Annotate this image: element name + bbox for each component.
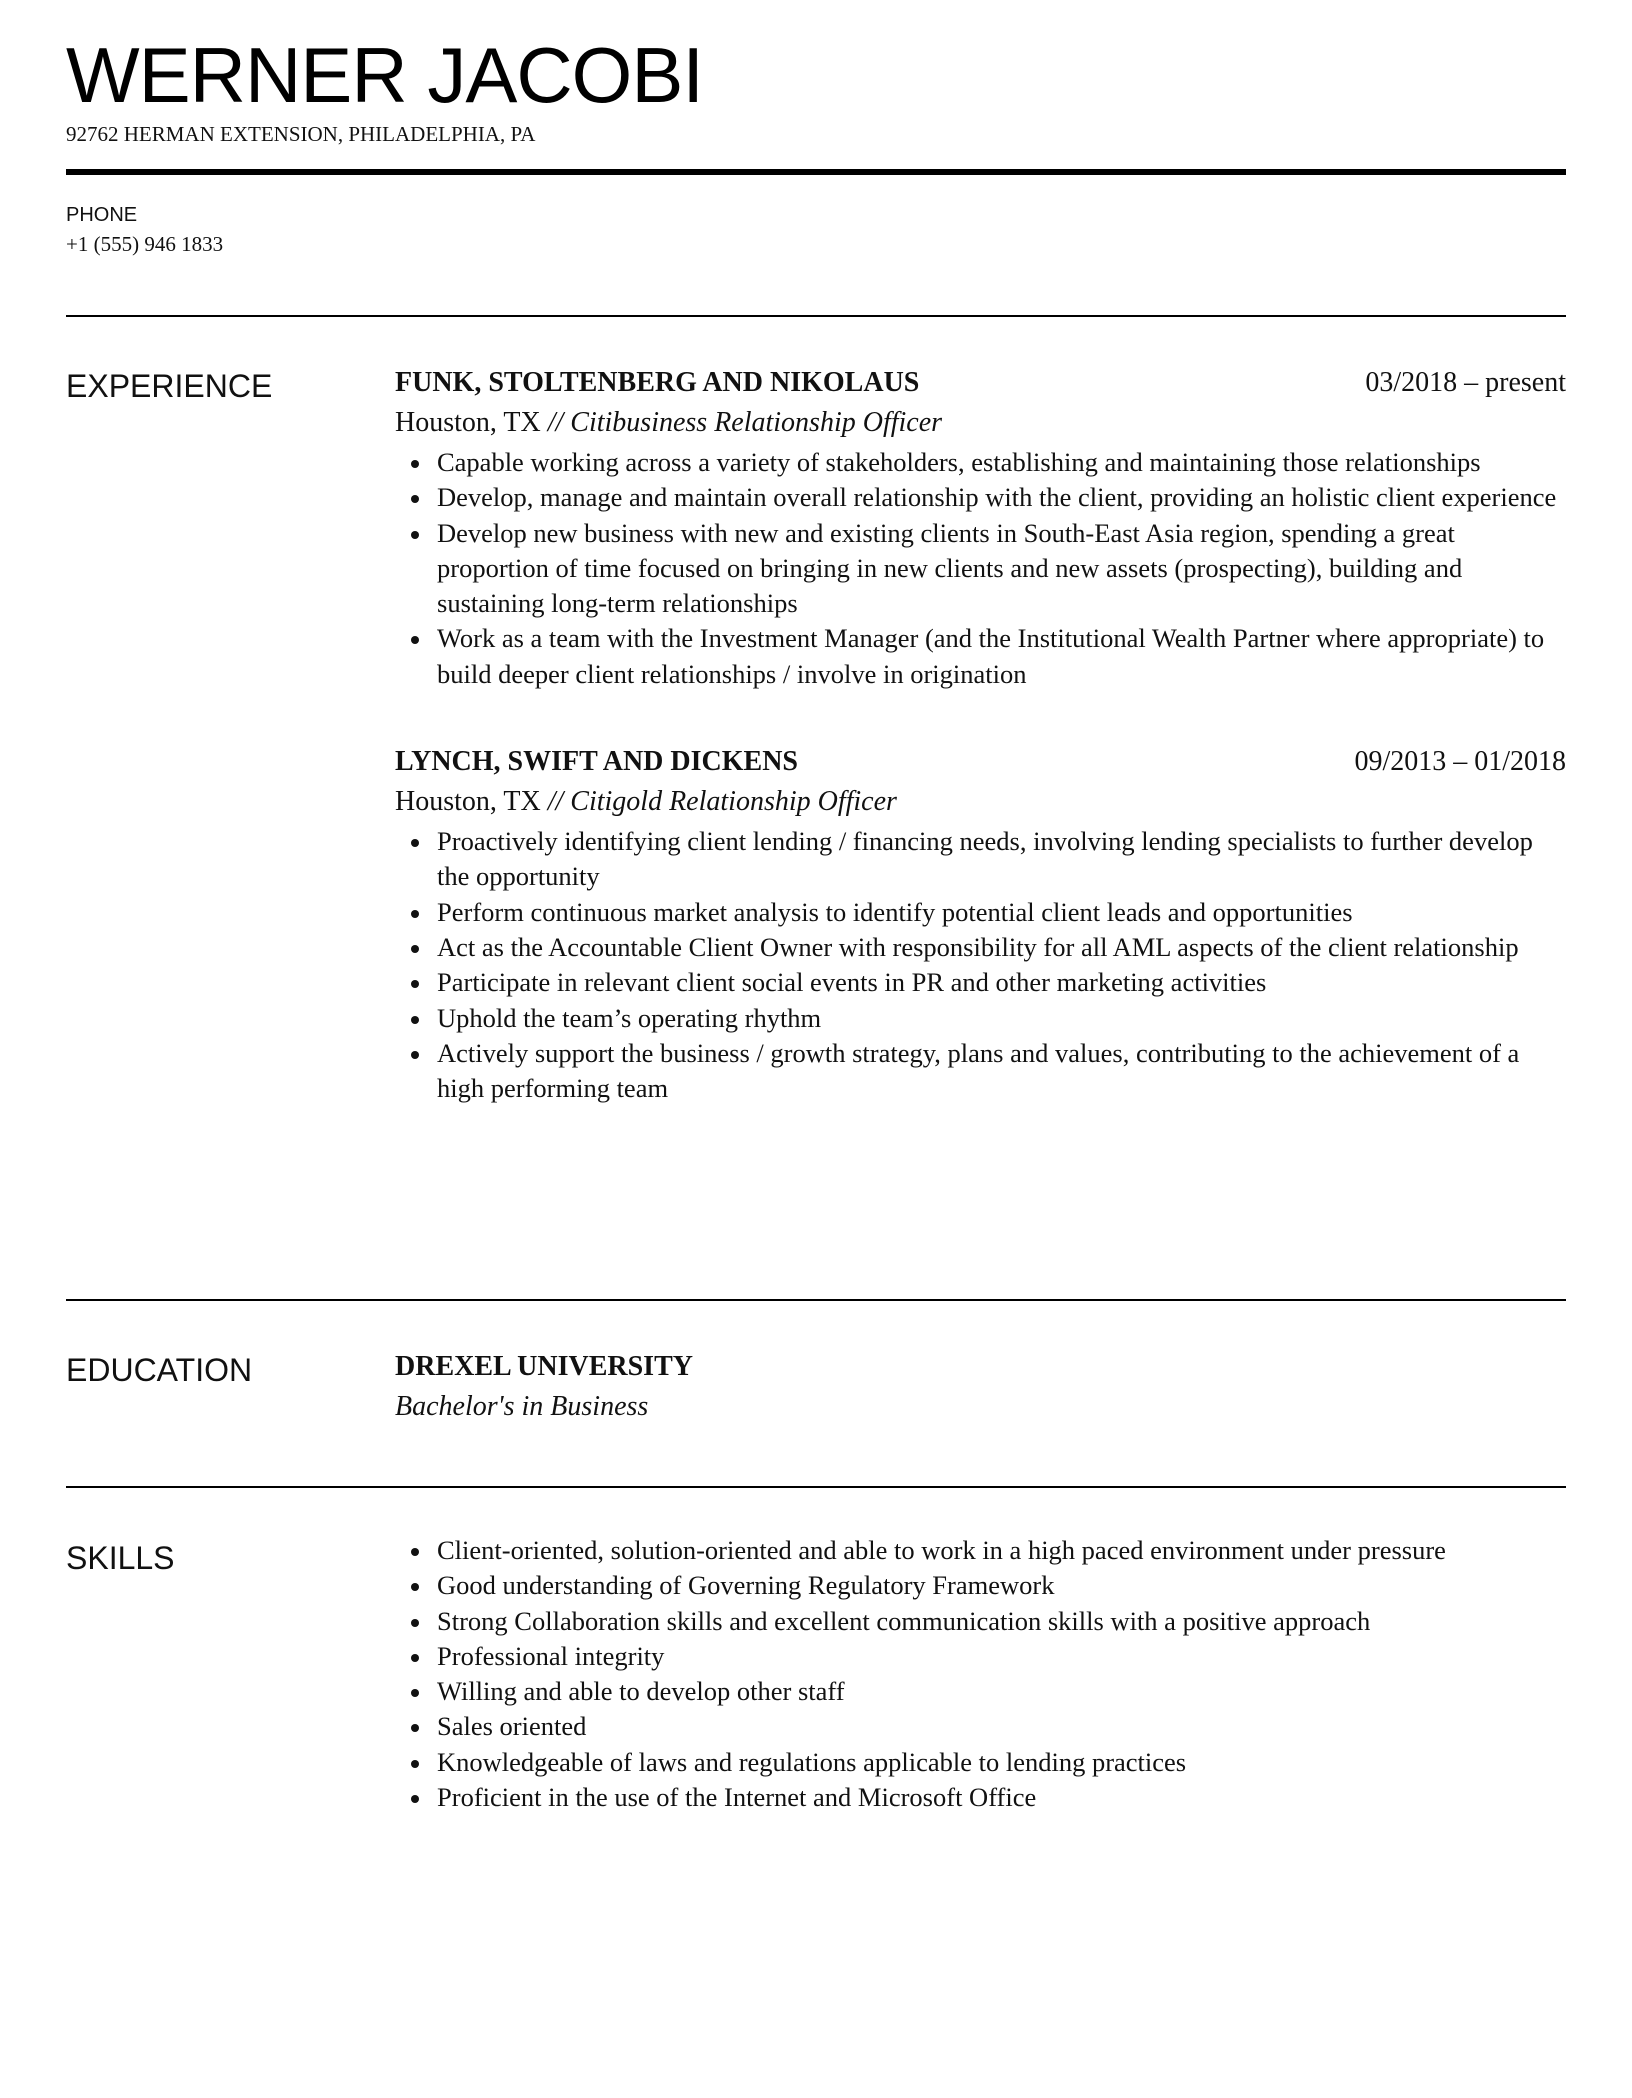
list-item: Professional integrity [395,1639,1566,1674]
phone-value: +1 (555) 946 1833 [66,232,224,256]
experience-header [395,742,1566,782]
list-item: Good understanding of Governing Regulatory Framework [395,1568,1566,1603]
list-item: Uphold the team’s operating rhythm [395,1001,1566,1036]
experience-section-title: EXPERIENCE [66,368,273,404]
list-item: Proficient in the use of the Internet and Microsoft Office [395,1780,1566,1815]
company-name: LYNCH, SWIFT AND DICKENS [395,746,798,778]
list-item: Participate in relevant client social events in PR and other marketing activities [395,965,1566,1000]
responsibility-list [395,445,1566,692]
school-name: DREXEL UNIVERSITY [395,1351,693,1382]
separator: // [547,786,564,818]
job-title: Citigold Relationship Officer [570,786,897,818]
list-item: Perform continuous market analysis to identify potential client leads and opportunities [395,895,1566,930]
company-name: FUNK, STOLTENBERG AND NIKOLAUS [395,367,920,398]
job-location: Houston, TX [395,786,541,818]
candidate-address: 92762 HERMAN EXTENSION, PHILADELPHIA, PA [66,122,536,146]
list-item: Sales oriented [395,1709,1566,1744]
phone-label: PHONE [66,204,138,226]
list-item: Work as a team with the Investment Manager (and the Institutional Wealth Partner where appropriate) to build deeper client relationships / involve in origination [395,621,1566,692]
education-entry [395,1347,1566,1427]
list-item: Act as the Accountable Client Owner with responsibility for all AML aspects of the client relationship [395,930,1566,965]
separator: // [547,407,564,438]
responsibility-list [395,824,1566,1106]
job-title: Citibusiness Relationship Officer [570,407,943,438]
header-divider [66,169,1566,175]
list-item: Capable working across a variety of stakeholders, establishing and maintaining those relationships [395,445,1566,480]
degree: Bachelor's in Business [395,1391,649,1422]
location-role-line [395,403,1566,443]
experience-entry [395,363,1566,692]
experience-entry [395,742,1566,1106]
list-item: Actively support the business / growth strategy, plans and values, contributing to the achievement of a high performing team [395,1036,1566,1107]
list-item: Client-oriented, solution-oriented and able to work in a high paced environment under pressure [395,1533,1566,1568]
experience-list [395,363,1566,1156]
list-item: Strong Collaboration skills and excellent communication skills with a positive approach [395,1604,1566,1639]
experience-header [395,363,1566,403]
job-location: Houston, TX [395,407,541,438]
skills-list [395,1533,1566,1815]
skills-section-title: SKILLS [66,1540,175,1576]
list-item: Willing and able to develop other staff [395,1674,1566,1709]
section-divider [66,315,1566,317]
list-item: Proactively identifying client lending / financing needs, involving lending specialists to further develop the opportunity [395,824,1566,895]
section-divider [66,1486,1566,1488]
candidate-name: WERNER JACOBI [66,31,704,119]
skills-list-container [395,1533,1566,1815]
section-divider [66,1299,1566,1301]
employment-dates: 03/2018 – present [1365,367,1566,398]
list-item: Develop, manage and maintain overall relationship with the client, providing an holistic client experience [395,480,1566,515]
education-section-title: EDUCATION [66,1352,253,1388]
list-item: Knowledgeable of laws and regulations applicable to lending practices [395,1745,1566,1780]
list-item: Develop new business with new and existing clients in South-East Asia region, spending a great proportion of time focused on bringing in new clients and new assets (prospecting), building and sustaining long-term relationships [395,516,1566,622]
employment-dates: 09/2013 – 01/2018 [1354,746,1566,778]
location-role-line [395,782,1566,822]
